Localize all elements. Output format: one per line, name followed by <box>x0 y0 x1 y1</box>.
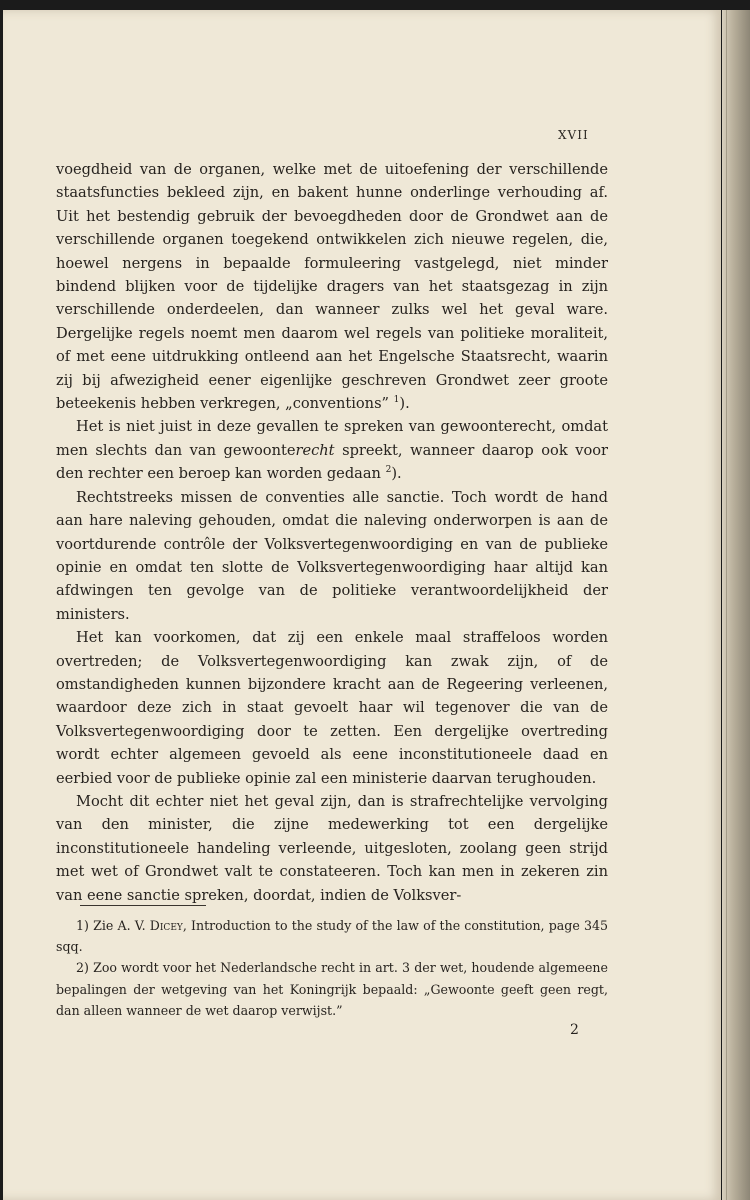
page-edge <box>722 10 750 1200</box>
footnote-divider <box>80 905 206 906</box>
paragraph-1: voegdheid van de organen, welke met de uitoefening der verschillende staatsfuncties bekleed zijn, en bakent hunne onderlinge verhouding af. Uit het bestendig gebruik der bevoegdheden door de Grondwet aan de verschillende organen toegekend ontwikkelen zich nieuwe regelen, die, hoewel nergens in bepaalde formuleering vastgelegd, niet minder bindend blijken voor de tijdelijke dragers van het staatsgezag in zijn verschillende onderdeelen, dan wanneer zulks wel het geval ware. Dergelijke regels noemt men daarom wel regels van politieke moraliteit, of met eene uitdrukking ontleend aan het Engelsche Staatsrecht, waarin zij bij afwezigheid eener eigenlijke geschreven Grondwet zeer groote beteekenis hebben verkregen, „conventions” $^1$). <box>56 161 608 413</box>
footnote-ref-2: 2 <box>385 465 392 476</box>
paragraph-5: Mocht dit echter niet het geval zijn, dan is strafrechtelijke vervolging van den minister, die zijne medewerking tot een dergelijke inconstitutioneele handeling verleende, uitgesloten, zoolang geen strijd met wet of Grondwet valt te constateeren. Toch kan men in zekeren zin van eene sanctie spreken, doordat, indien de Volksver- <box>56 792 608 904</box>
footnote-2: 2) Zoo wordt voor het Nederlandsche recht in art. 3 der wet, houdende algemeene bepalingen der wetgeving van het Koningrijk bepaald: „Gewoonte geeft geen regt, dan alleen wanneer de wet daarop verwijst.” <box>56 960 608 1018</box>
footnotes <box>56 915 608 1021</box>
footnote-ref-1: 1 <box>393 395 400 406</box>
page-number-roman: XVII <box>558 128 589 142</box>
footnote-1: 1) Zie A. V. Dicey, Introduction to the study of the law of the constitution, page 345 sqq. <box>56 918 608 955</box>
main-text <box>56 158 608 907</box>
signature-mark: 2 <box>570 1022 579 1038</box>
paragraph-3: Rechtstreeks missen de conventies alle sanctie. Toch wordt de hand aan hare naleving gehouden, omdat die naleving onderworpen is aan de voortdurende contrôle der Volksvertegenwoordiging en van de publieke opinie en omdat ten slotte de Volksvertegenwoordiging haar altijd kan afdwingen ten gevolge van de politieke verantwoordelijkheid der ministers. <box>56 488 608 623</box>
paragraph-2: Het is niet juist in deze gevallen te spreken van gewoonterecht, omdat men slechts dan van gewoonterecht spreekt, wanneer daarop ook voor den rechter een beroep kan worden gedaan $^2$). <box>56 418 608 483</box>
paragraph-4: Het kan voorkomen, dat zij een enkele maal straffeloos worden overtreden; de Volksvertegenwoordiging kan zwak zijn, of de omstandigheden kunnen bijzondere kracht aan de Regeering verleenen, waardoor deze zich in staat gevoelt haar wil tegenover die van de Volksvertegenwoordiging door te zetten. Een dergelijke overtreding wordt echter algemeen gevoeld als eene inconstitutioneele daad en eerbied voor de publieke opinie zal een ministerie daarvan terughouden. <box>56 629 608 787</box>
